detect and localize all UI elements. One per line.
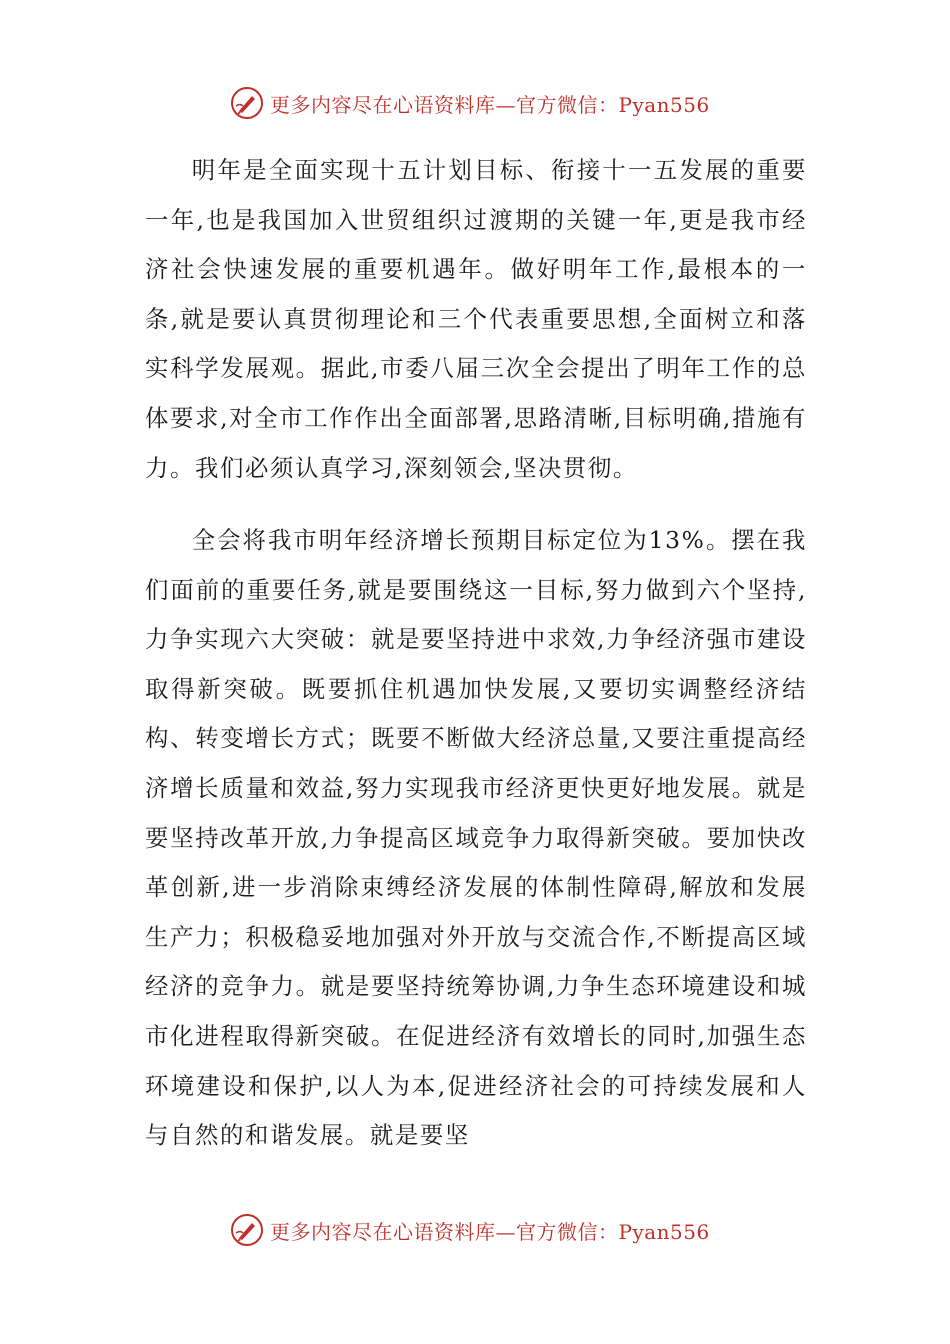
pen-logo-icon — [230, 1213, 264, 1247]
watermark-text: 更多内容尽在心语资料库—官方微信：Pyan556 — [270, 92, 710, 117]
paragraph-1: 明年是全面实现十五计划目标、衔接十一五发展的重要一年,也是我国加入世贸组织过渡期的关键一年,更是我市经济社会快速发展的重要机遇年。做好明年工作,最根本的一条,就是要认真贯彻理论和三个代表重要思想,全面树立和落实科学发展观。据此,市委八届三次全会提出了明年工作的总体要求,对全市工作作出全面部署,思路清晰,目标明确,措施有力。我们必须认真学习,深刻领会,坚决贯彻。 — [145, 156, 807, 482]
watermark-text: 更多内容尽在心语资料库—官方微信：Pyan556 — [270, 1219, 710, 1244]
header-watermark — [230, 85, 710, 121]
pen-logo-icon — [230, 86, 264, 120]
footer-watermark — [230, 1212, 710, 1248]
paragraph-2: 全会将我市明年经济增长预期目标定位为13%。摆在我们面前的重要任务,就是要围绕这一目标,努力做到六个坚持,力争实现六大突破：就是要坚持进中求效,力争经济强市建设取得新突破。既要抓住机遇加快发展,又要切实调整经济结构、转变增长方式；既要不断做大经济总量,又要注重提高经济增长质量和效益,努力实现我市经济更快更好地发展。就是要坚持改革开放,力争提高区域竞争力取得新突破。要加快改革创新,进一步消除束缚经济发展的体制性障碍,解放和发展生产力；积极稳妥地加强对外开放与交流合作,不断提高区域经济的竞争力。就是要坚持统筹协调,力争生态环境建设和城市化进程取得新突破。在促进经济有效增长的同时,加强生态环境建设和保护,以人为本,促进经济社会的可持续发展和人与自然的和谐发展。就是要坚 — [145, 526, 807, 1150]
